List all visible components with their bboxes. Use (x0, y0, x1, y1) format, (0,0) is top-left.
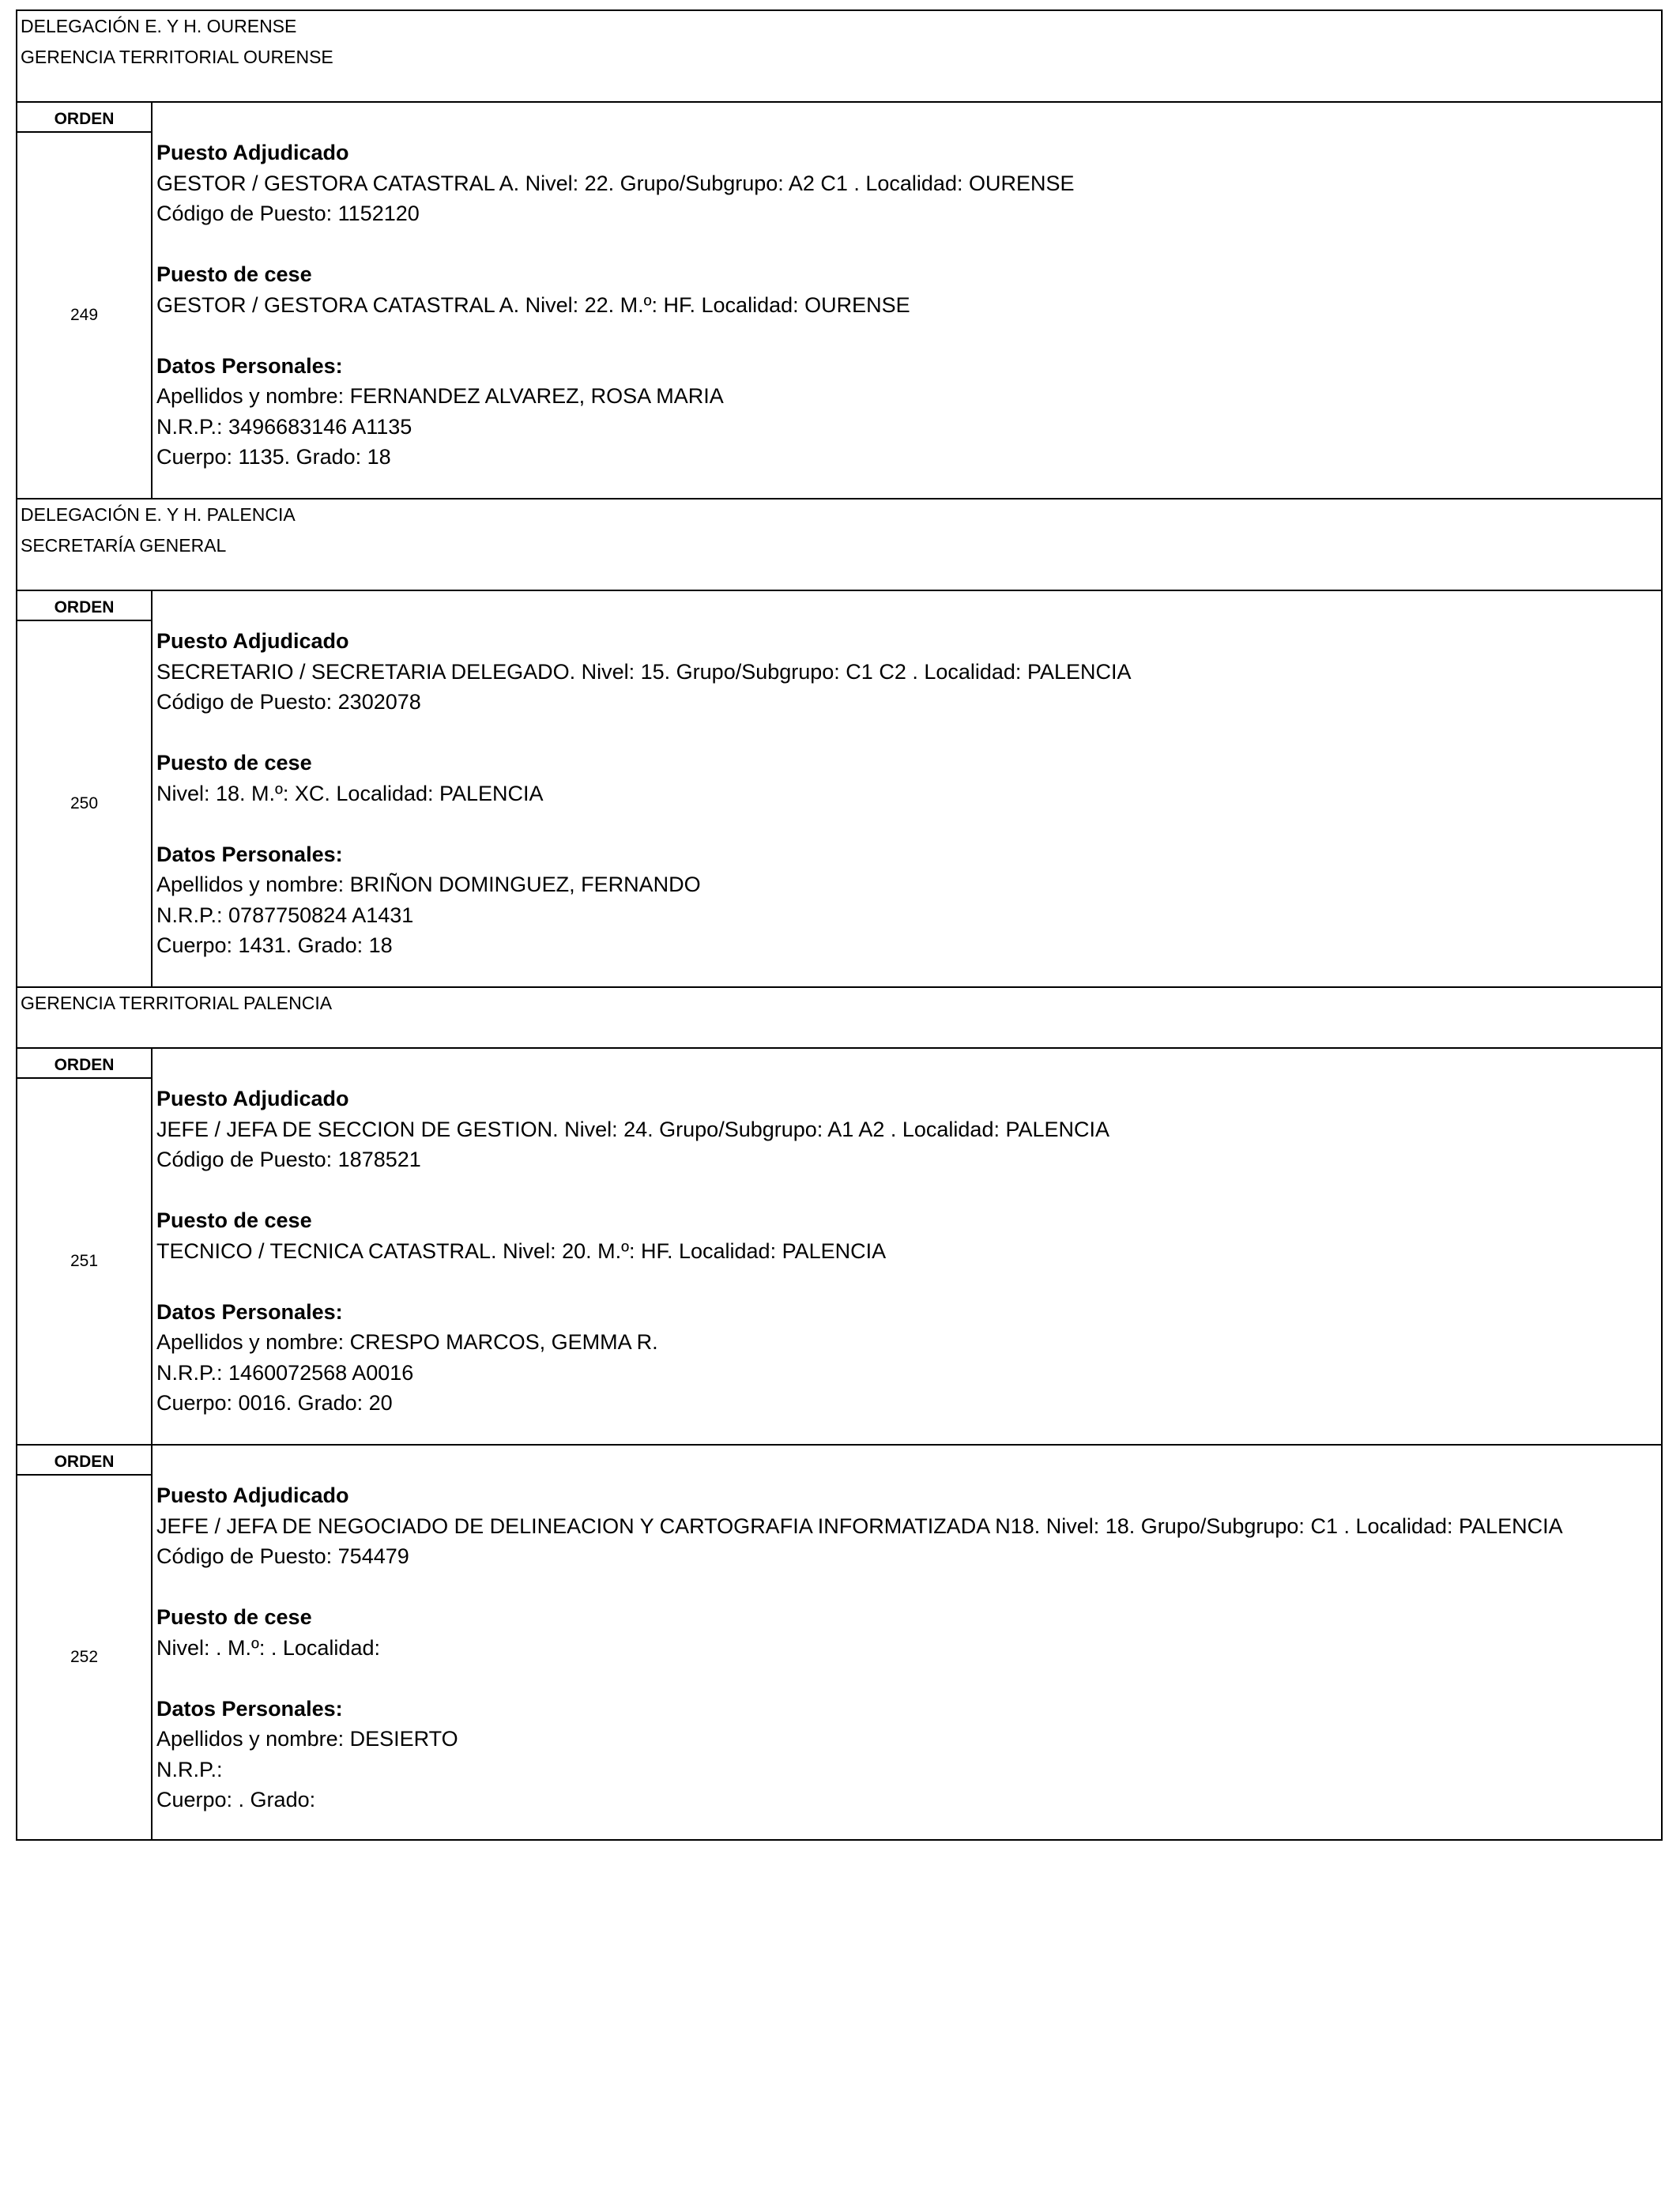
cese-desc: TECNICO / TECNICA CATASTRAL. Nivel: 20. M.º: HF. Localidad: PALENCIA (156, 1238, 887, 1263)
personal-nrp: N.R.P.: 1460072568 A0016 (156, 1360, 414, 1385)
personal-title: Datos Personales: (156, 1299, 343, 1324)
cese-title: Puesto de cese (156, 1605, 312, 1629)
orden-column (17, 1049, 153, 1444)
personal-title: Datos Personales: (156, 842, 343, 866)
entry-details (153, 1049, 1661, 1444)
adjudicado-desc: SECRETARIO / SECRETARIA DELEGADO. Nivel: 15. Grupo/Subgrupo: C1 C2 . Localidad: PALENCIA (156, 659, 1132, 684)
orden-label: ORDEN (17, 103, 151, 133)
orden-number: 252 (70, 1648, 99, 1666)
orden-number: 249 (70, 306, 99, 324)
adjudicado-desc: JEFE / JEFA DE SECCION DE GESTION. Nivel: 24. Grupo/Subgrupo: A1 A2 . Localidad: PALENCIA (156, 1117, 1110, 1141)
section-line: SECRETARÍA GENERAL (21, 535, 227, 556)
cese-desc: Nivel: 18. M.º: XC. Localidad: PALENCIA (156, 781, 544, 805)
section-line: DELEGACIÓN E. Y H. PALENCIA (21, 504, 296, 525)
cese-title: Puesto de cese (156, 262, 312, 286)
orden-number: 250 (70, 794, 99, 812)
adjudicado-desc: GESTOR / GESTORA CATASTRAL A. Nivel: 22. Grupo/Subgrupo: A2 C1 . Localidad: OURENSE (156, 171, 1075, 195)
personal-nrp: N.R.P.: 3496683146 A1135 (156, 414, 412, 439)
personal-nombre: Apellidos y nombre: FERNANDEZ ALVAREZ, ROSA MARIA (156, 384, 724, 408)
adjudicado-title: Puesto Adjudicado (156, 1087, 349, 1110)
adjudicado-title: Puesto Adjudicado (156, 1483, 349, 1507)
orden-label: ORDEN (17, 591, 151, 621)
adjudicado-desc: JEFE / JEFA DE NEGOCIADO DE DELINEACION Y CARTOGRAFIA INFORMATIZADA N18. Nivel: 18. Grupo/Subgrupo: C1 . Localidad: PALENCIA (156, 1514, 1563, 1538)
cese-title: Puesto de cese (156, 1208, 312, 1232)
personal-title: Datos Personales: (156, 353, 343, 378)
section-header (16, 986, 1663, 1047)
entry-details (153, 591, 1661, 986)
entry-row (16, 1047, 1663, 1444)
personal-nrp: N.R.P.: 0787750824 A1431 (156, 903, 414, 927)
entry-row (16, 1444, 1663, 1841)
cese-desc: Nivel: . M.º: . Localidad: (156, 1635, 380, 1660)
cese-title: Puesto de cese (156, 751, 312, 775)
adjudicado-codigo: Código de Puesto: 2302078 (156, 690, 421, 714)
personal-nombre: Apellidos y nombre: DESIERTO (156, 1727, 458, 1751)
personal-cuerpo: Cuerpo: . Grado: (156, 1788, 316, 1811)
section-line: GERENCIA TERRITORIAL OURENSE (21, 47, 333, 67)
entry-row (16, 590, 1663, 986)
section-line: DELEGACIÓN E. Y H. OURENSE (21, 16, 297, 36)
personal-nombre: Apellidos y nombre: CRESPO MARCOS, GEMMA R. (156, 1330, 658, 1354)
orden-label: ORDEN (17, 1049, 151, 1079)
cese-desc: GESTOR / GESTORA CATASTRAL A. Nivel: 22. M.º: HF. Localidad: OURENSE (156, 292, 910, 317)
orden-label: ORDEN (17, 1446, 151, 1476)
adjudicado-codigo: Código de Puesto: 1878521 (156, 1148, 421, 1171)
section-header (16, 498, 1663, 590)
orden-column (17, 591, 153, 986)
entry-row (16, 101, 1663, 498)
personal-cuerpo: Cuerpo: 0016. Grado: 20 (156, 1391, 393, 1415)
adjudicado-title: Puesto Adjudicado (156, 629, 349, 653)
section-line: GERENCIA TERRITORIAL PALENCIA (21, 993, 333, 1013)
adjudicado-codigo: Código de Puesto: 754479 (156, 1544, 409, 1568)
section-header (16, 9, 1663, 101)
document-table (16, 9, 1663, 1841)
personal-nrp: N.R.P.: (156, 1757, 223, 1781)
entry-details (153, 1446, 1661, 1839)
personal-cuerpo: Cuerpo: 1135. Grado: 18 (156, 445, 391, 469)
orden-number: 251 (70, 1252, 99, 1270)
adjudicado-title: Puesto Adjudicado (156, 141, 349, 164)
personal-cuerpo: Cuerpo: 1431. Grado: 18 (156, 933, 393, 957)
adjudicado-codigo: Código de Puesto: 1152120 (156, 202, 420, 225)
personal-title: Datos Personales: (156, 1696, 343, 1721)
entry-details (153, 103, 1661, 498)
orden-column (17, 103, 153, 498)
orden-column (17, 1446, 153, 1839)
personal-nombre: Apellidos y nombre: BRIÑON DOMINGUEZ, FERNANDO (156, 873, 701, 896)
